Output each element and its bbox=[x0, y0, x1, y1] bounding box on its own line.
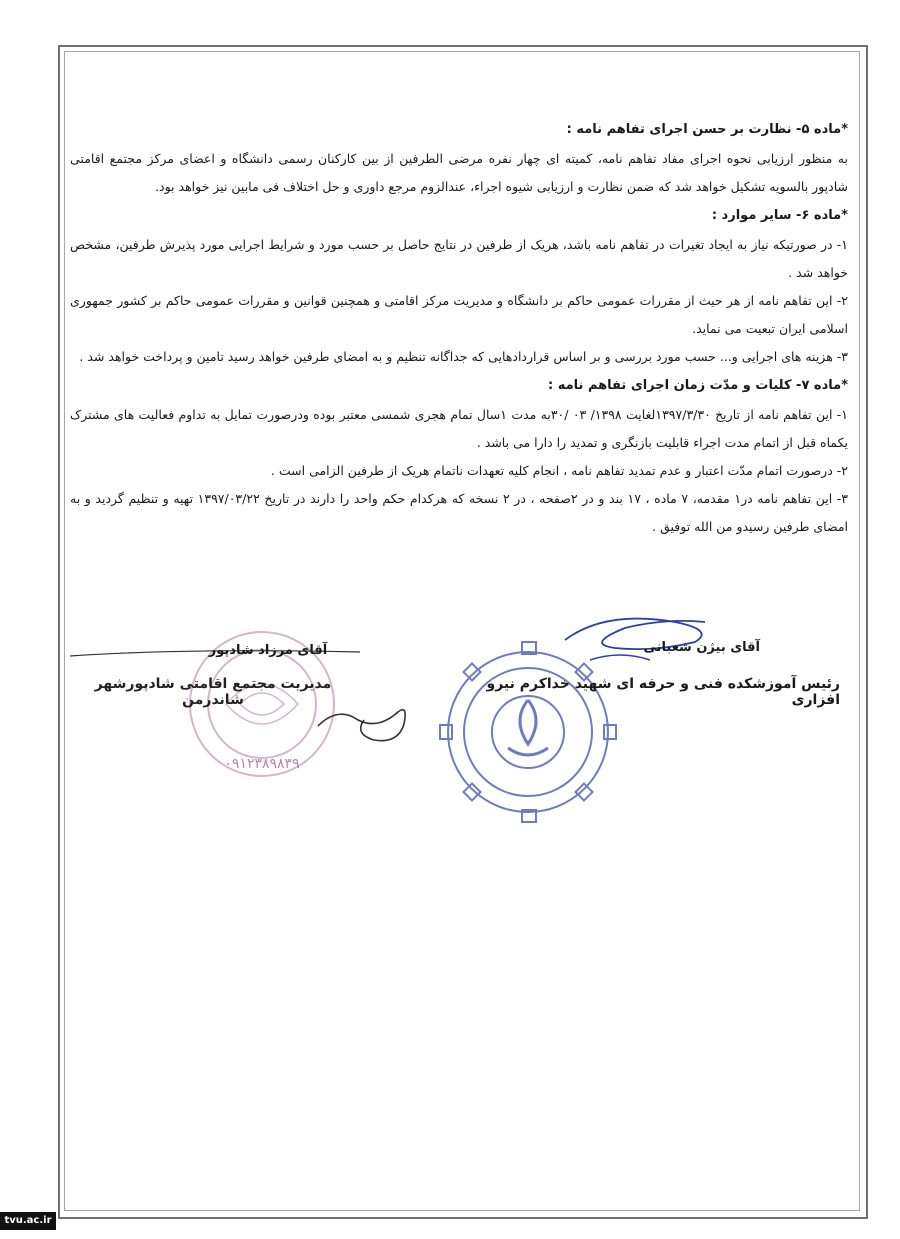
article5-body: به منظور ارزیابی نحوه اجرای مفاد تفاهم نامه، کمیته ای چهار نفره مرضی الطرفین از بین کارکنان رسمی دانشگاه و اعضای مرکز مجتمع اقامتی شادپور بالسویه تشکیل خواهد شد که ضمن نظارت و ارزیابی شیوه اجراء، عندالزوم مرجع داوری و حل اختلاف فی مابین نیز خواهد بود. bbox=[70, 151, 848, 194]
article6-heading: *ماده ۶- سایر موارد : bbox=[711, 208, 848, 223]
article7-item: ۳- این تفاهم نامه در۱ مقدمه، ۷ ماده ، ۱۷ بند و در ۲صفحه ، در ۲ نسخه که هرکدام حکم واحد را دارند در تاریخ ۱۳۹۷/۰۳/۲۲ تهیه و تنظیم گردید و به امضای طرفین رسیدو من الله توفیق . bbox=[70, 491, 849, 534]
article5-heading: *ماده ۵- نظارت بر حسن اجرای تفاهم نامه : bbox=[566, 122, 848, 137]
left-signatory-name: آقای مرزاد شادپور bbox=[208, 643, 328, 658]
left-stamp-number: ۰۹۱۲۳۸۹۸۳۹ bbox=[224, 756, 300, 772]
article6-item: ۱- در صورتیکه نیاز به ایجاد تغیرات در تفاهم نامه باشد، هریک از طرفین در نتایج حاصل بر حسب مورد و شرایط اجرایی مورد پذیرش طرفین، مشخص خواهد شد . bbox=[70, 237, 848, 280]
site-watermark: tvu.ac.ir bbox=[0, 1212, 56, 1230]
article7-item: ۲- درصورت اتمام مدّت اعتبار و عدم تمدید تفاهم نامه ، انجام کلیه تعهدات ناتمام هریک از طرفین الزامی است . bbox=[270, 463, 848, 478]
article6-item: ۲- این تفاهم نامه از هر حیث از مقررات عمومی حاکم بر دانشگاه و مدیریت مرکز اقامتی و همچنین قوانین و مقررات عمومی حاکم بر کشور جمهوری اسلامی ایران تبعیت می نماید. bbox=[70, 293, 848, 336]
article7-heading: *ماده ۷- کلیات و مدّت زمان اجرای تفاهم نامه : bbox=[548, 378, 848, 393]
right-signatory-title: رئیس آموزشکده فنی و حرفه ای شهید خداکرم نیرو افزاری bbox=[486, 676, 840, 708]
document-body bbox=[70, 115, 848, 541]
right-signatory-name: آقای بیژن شعبانی bbox=[643, 640, 760, 655]
left-signatory-title: مدیریت مجتمع اقامتی شادپورشهر شاندرمن bbox=[94, 676, 332, 708]
article7-item: ۱- این تفاهم نامه از تاریخ ۱۳۹۷/۳/۳۰لغایت ۱۳۹۸/ ۰۳ /۳۰به مدت ۱سال تمام هجری شمسی معتبر بوده ودرصورت تمایل به تداوم فعالیت های مشترک یکماه قبل از اتمام مدت اجراء قابلیت بازنگری و تمدید را دارا می باشد . bbox=[70, 407, 848, 450]
article6-item: ۳- هزینه های اجرایی و... حسب مورد بررسی و بر اساس قراردادهایی که جداگانه تنظیم و به امضای طرفین خواهد رسید تامین و پرداخت خواهد شد . bbox=[79, 349, 848, 364]
